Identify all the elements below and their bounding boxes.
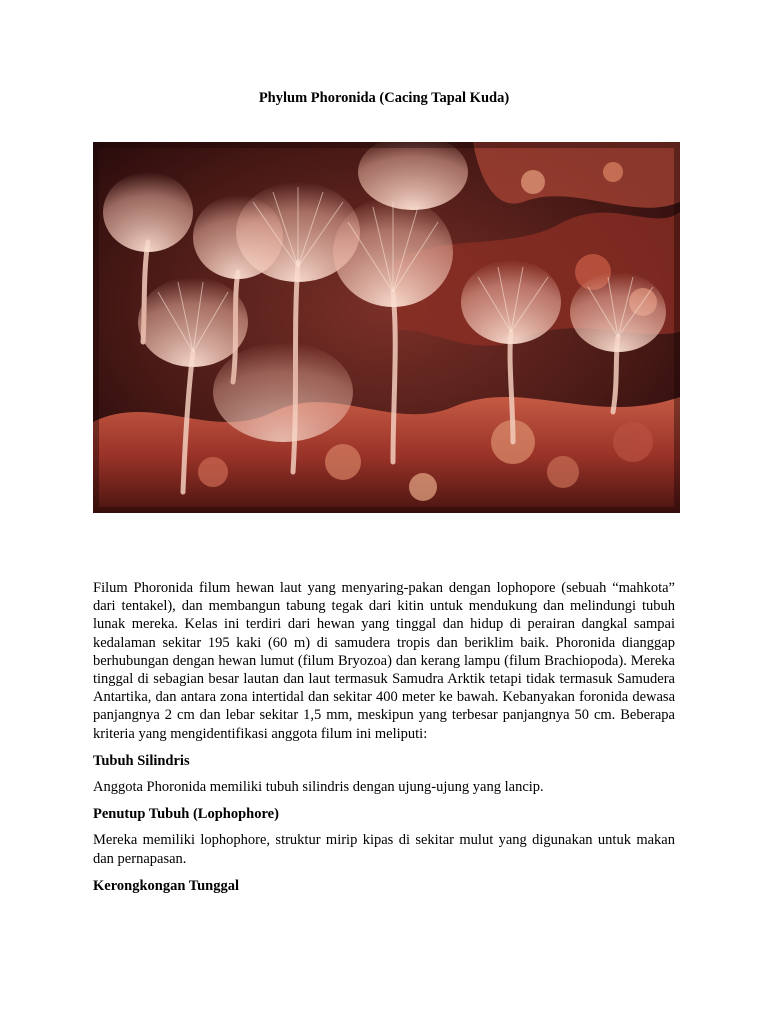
document-body <box>93 579 675 903</box>
section-heading-kerongkongan-tunggal: Kerongkongan Tunggal <box>93 877 240 894</box>
phoronida-photo <box>93 142 680 513</box>
phoronida-photo-illustration <box>93 142 680 513</box>
section-heading-tubuh-silindris: Tubuh Silindris <box>93 752 190 769</box>
intro-paragraph: Filum Phoronida filum hewan laut yang menyaring-pakan dengan lophopore (sebuah “mahkota” dari tentakel), dan membangun tabung tegak dari kitin untuk mendukung dan melindungi tubuh lunak mereka. Kelas ini terdiri dari hewan yang tinggal dan hidup di perairan dangkal sampai kedalaman sekitar 195 kaki (60 m) di samudera tropis dan beriklim baik. Phoronida dianggap berhubungan dengan hewan lumut (filum Bryozoa) dan kerang lampu (filum Brachiopoda). Mereka tinggal di sebagian besar lautan dan laut termasuk Samudra Arktik tetapi tidak termasuk Samudera Antartika, dan antara zona intertidal dan sekitar 400 meter ke bawah. Kebanyakan foronida dewasa panjangnya 2 cm dan lebar sekitar 1,5 mm, meskipun yang terbesar panjangnya 50 cm. Beberapa kriteria yang mengidentifikasi anggota filum ini meliputi: <box>93 580 675 742</box>
document-title: Phylum Phoronida (Cacing Tapal Kuda) <box>258 90 510 106</box>
section-text-tubuh-silindris: Anggota Phoronida memiliki tubuh silindris dengan ujung-ujung yang lancip. <box>93 779 544 796</box>
section-text-lophophore: Mereka memiliki lophophore, struktur mirip kipas di sekitar mulut yang digunakan untuk makan dan pernapasan. <box>93 832 675 867</box>
section-heading-lophophore: Penutup Tubuh (Lophophore) <box>93 806 279 823</box>
